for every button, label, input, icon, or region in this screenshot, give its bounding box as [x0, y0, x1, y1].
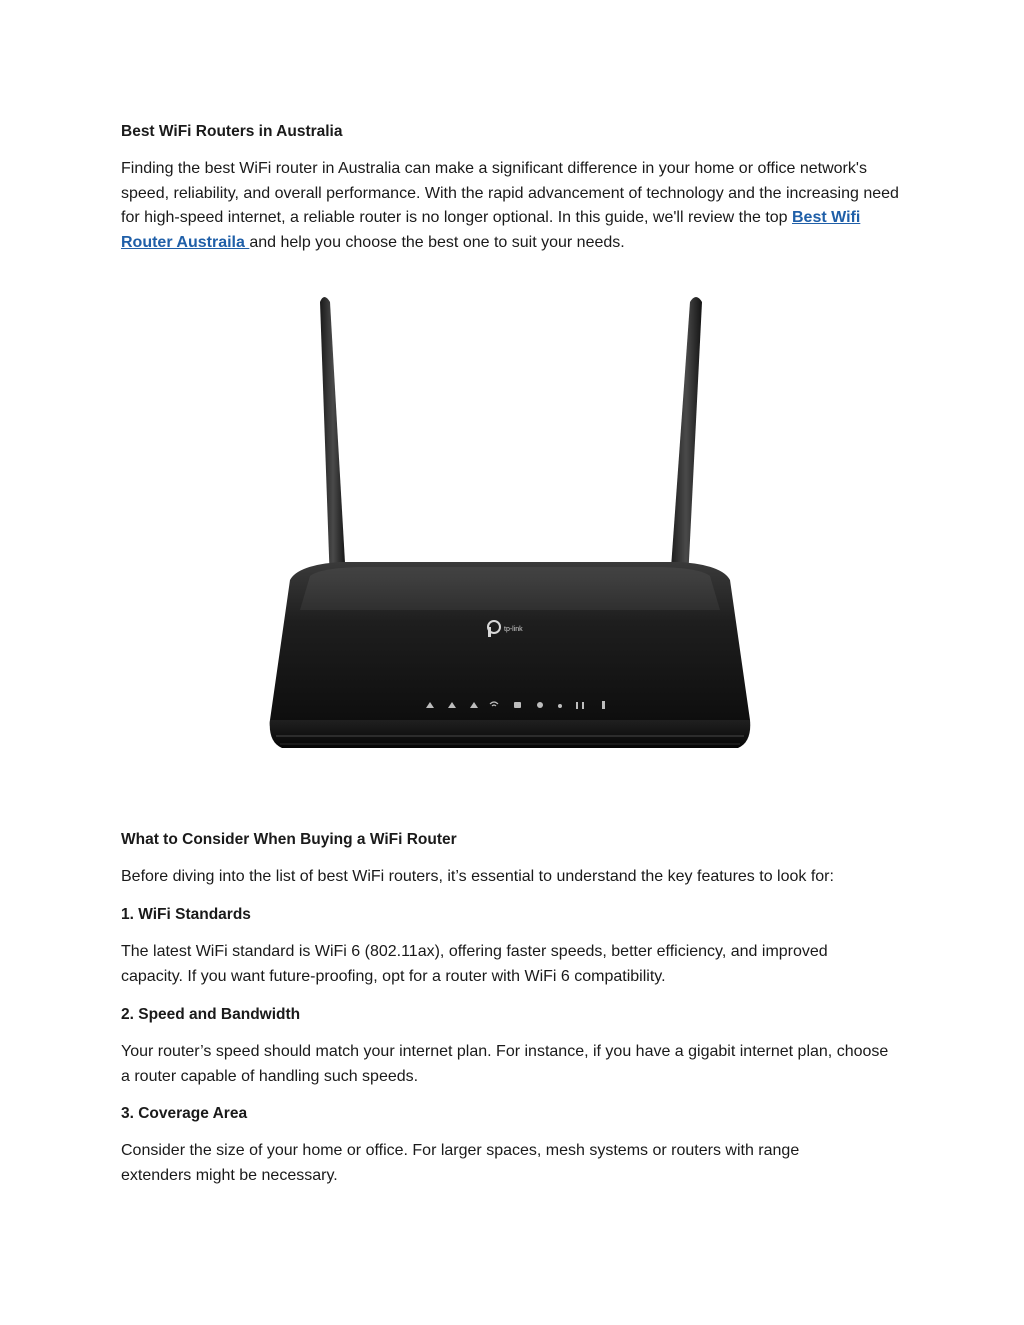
section-heading: What to Consider When Buying a WiFi Router [121, 831, 457, 848]
article-title: Best WiFi Routers in Australia [121, 123, 343, 140]
left-antenna [320, 297, 346, 584]
right-antenna [670, 297, 702, 582]
wifi-router-image [250, 280, 770, 780]
item-heading-speed-bandwidth: 2. Speed and Bandwidth [121, 1006, 301, 1023]
intro-paragraph [121, 157, 901, 255]
item-heading-wifi-standards: 1. WiFi Standards [121, 906, 251, 923]
brand-logo-text: tp-link [504, 626, 523, 633]
item-body-wifi-standards: The latest WiFi standard is WiFi 6 (802.11ax), offering faster speeds, better efficiency, and improved capacity. If you want future-proofing, opt for a router with WiFi 6 compatibility. [121, 943, 828, 985]
item-body-coverage-area: Consider the size of your home or office. For larger spaces, mesh systems or routers with range extenders might be necessary. [121, 1142, 800, 1184]
intro-text-before-link: Finding the best WiFi router in Australia can make a significant difference in your home or office network's speed, reliability, and overall performance. With the rapid advancement of technology and the increasing need for high-speed internet, a reliable router is no longer optional. In this guide, we'll review the top [121, 160, 899, 226]
item-body-speed-bandwidth: Your router’s speed should match your internet plan. For instance, if you have a gigabit internet plan, choose a router capable of handling such speeds. [121, 1043, 889, 1085]
intro-text-after-link: and help you choose the best one to suit your needs. [249, 233, 625, 251]
best-wifi-router-link[interactable]: Best Wifi Router Austraila [121, 209, 861, 251]
section-intro: Before diving into the list of best WiFi routers, it’s essential to understand the key features to look for: [121, 868, 834, 885]
item-heading-coverage-area: 3. Coverage Area [121, 1105, 248, 1122]
